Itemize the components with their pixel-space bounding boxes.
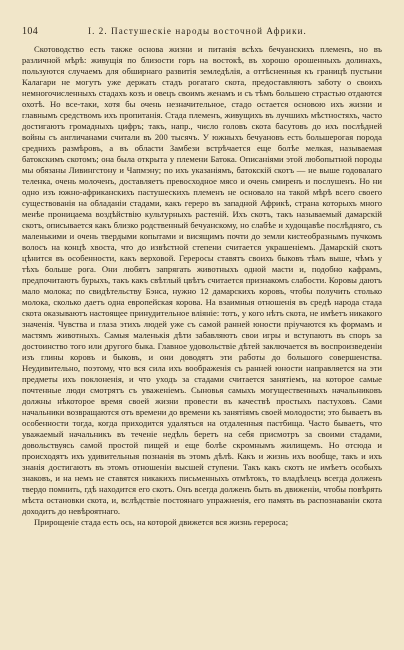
page-header (22, 26, 382, 37)
paragraph: Прирощеніе стада есть ось, на которой движется вся жизнь герероса; (34, 517, 289, 527)
page-number: 104 (22, 26, 39, 37)
paragraph: Скотоводство есть также основа жизни и питанія всѣхъ бечуанскихъ племенъ, но въ различной мѣрѣ: живущія по близости горъ на востокѣ, въ хорошо орошенныхъ долинахъ, пользуются случаемъ для обширнаго развитія земледѣлія, а оттѣсненныя къ границѣ пустыни Калагари не могутъ уже держать стадъ рогатаго скота, предоставляютъ заботу о своихъ немногочисленныхъ стадахъ козъ и овецъ своимъ женамъ и съ тѣмъ большею страстью отдаются охотѣ. Но все-таки, хотя бы очень незначительное, стадо остается основою ихъ жизни и главнымъ средствомъ ихъ пропитанія. Стада племенъ, живущихъ въ лучшихъ мѣстностяхъ, часто достигаютъ громадныхъ цифръ; такъ, напр., число головъ скота басутовъ до ихъ послѣдней войны съ англичанами считали въ 200 тысячъ. У южныхъ бечуановъ есть большерогая порода среднихъ размѣровъ, а въ области Замбези встрѣчается еще болѣе мелкая, называемая батокскимъ скотомъ; она была открыта у племени Батока. Описаніями этой любопытной породы мы обязаны Ливингстону и Чапмэну; по ихъ указаніямъ, батокскій скотъ — не выше годовалаго теленка, очень молоченъ, доставляетъ превосходное мясо и очень смиренъ и послушенъ. Но ни одно изъ южно-африканскихъ пастушескихъ племенъ не основало на такой мѣрѣ всего своего существованія на обладаніи стадами, какъ гереро въ западной Африкѣ, страна которыхъ много менѣе проницаема воздѣйствію культурныхъ растеній. Ихъ скотъ, такъ называемый дамарскій скотъ, описывается какъ близко родственный бечуанскому, но слабѣе и худощавѣе послѣдняго, съ маленькими и очень твердыми копытами и висящимъ почти до земли кистеобразнымъ пучкомъ волосъ на концѣ хвоста, что до извѣстной степени считается украшеніемъ. Дамарскій скотъ цѣнится въ особенности, какъ верховой. Гереросы ставятъ своихъ быковъ тѣмъ выше, чѣмъ у тѣхъ больше рога. Они любятъ запрягать животныхъ одной масти и, подобно кафрамъ, предпочитаютъ бурыхъ, такъ какъ свѣтлый цвѣтъ считается признакомъ слабости. Коровы даютъ мало молока; по свидѣтельству Бэнса, нужно 12 дамарскихъ коровъ, чтобы получить столько молока, сколько даетъ одна европейская корова. На взаимныя отношенія въ средѣ народа стада скота оказываютъ настоящее принудительное вліяніе: тотъ, у кого нѣтъ скота, не имѣетъ никакого значенія. Чувства и глаза этихъ людей уже съ самой ранней юности пріучаются къ формамъ и мастямъ животныхъ. Самыя маленькія дѣти забавляютъ свои игры и вступаютъ въ споръ за достоинство того или другого быка. Главное удовольствіе дѣтей заключается въ воспроизведеніи изъ глины коровъ и быковъ, и они доводятъ эти работы до большого совершенства. Неудивительно, поэтому, что вся сила ихъ воображенія съ ранней юности направляется на эти предметы ихъ поклоненія, и что уходъ за стадами считается занятіемъ, на которое самые почтенные люди смотрятъ съ уваженіемъ. Сыновья самыхъ могущественныхъ начальниковъ должны нѣкоторое время своей жизни провести въ качествѣ простыхъ пастуховъ. Сами начальники возвращаются отъ времени до времени къ занятіямъ своей молодости; это бываетъ въ особенности тогда, когда приходится удаляться на отдаленныя пастбища. Часто бываетъ, что уважаемый начальникъ въ теченіе недѣль беретъ на себя присмотръ за своими стадами, довольствуясь самой простой пищей и еще болѣе скромнымъ жилищемъ. Но отсюда и происходятъ ихъ удивительныя познанія въ этомъ дѣлѣ. Какъ и жизнь ихъ вообще, такъ и ихъ знанія достигаютъ въ этомъ отношеніи высшей ступени. Такъ какъ скотъ не имѣетъ особыхъ знаковъ, и на немъ не ставятся никакихъ письменныхъ отмѣтокъ, то владѣлецъ всегда долженъ твердо помнить, гдѣ находится его скотъ. Онъ всегда долженъ быть въ движеніи, чтобы повѣрять мѣста остановки скота, и, вслѣдствіе постоянаго упражненія, его память въ распознаваніи скота доходитъ до невѣроятнаго. (22, 44, 382, 516)
body-text (22, 44, 382, 528)
running-head: I. 2. Пастушескіе народы восточной Африки. (88, 26, 307, 36)
